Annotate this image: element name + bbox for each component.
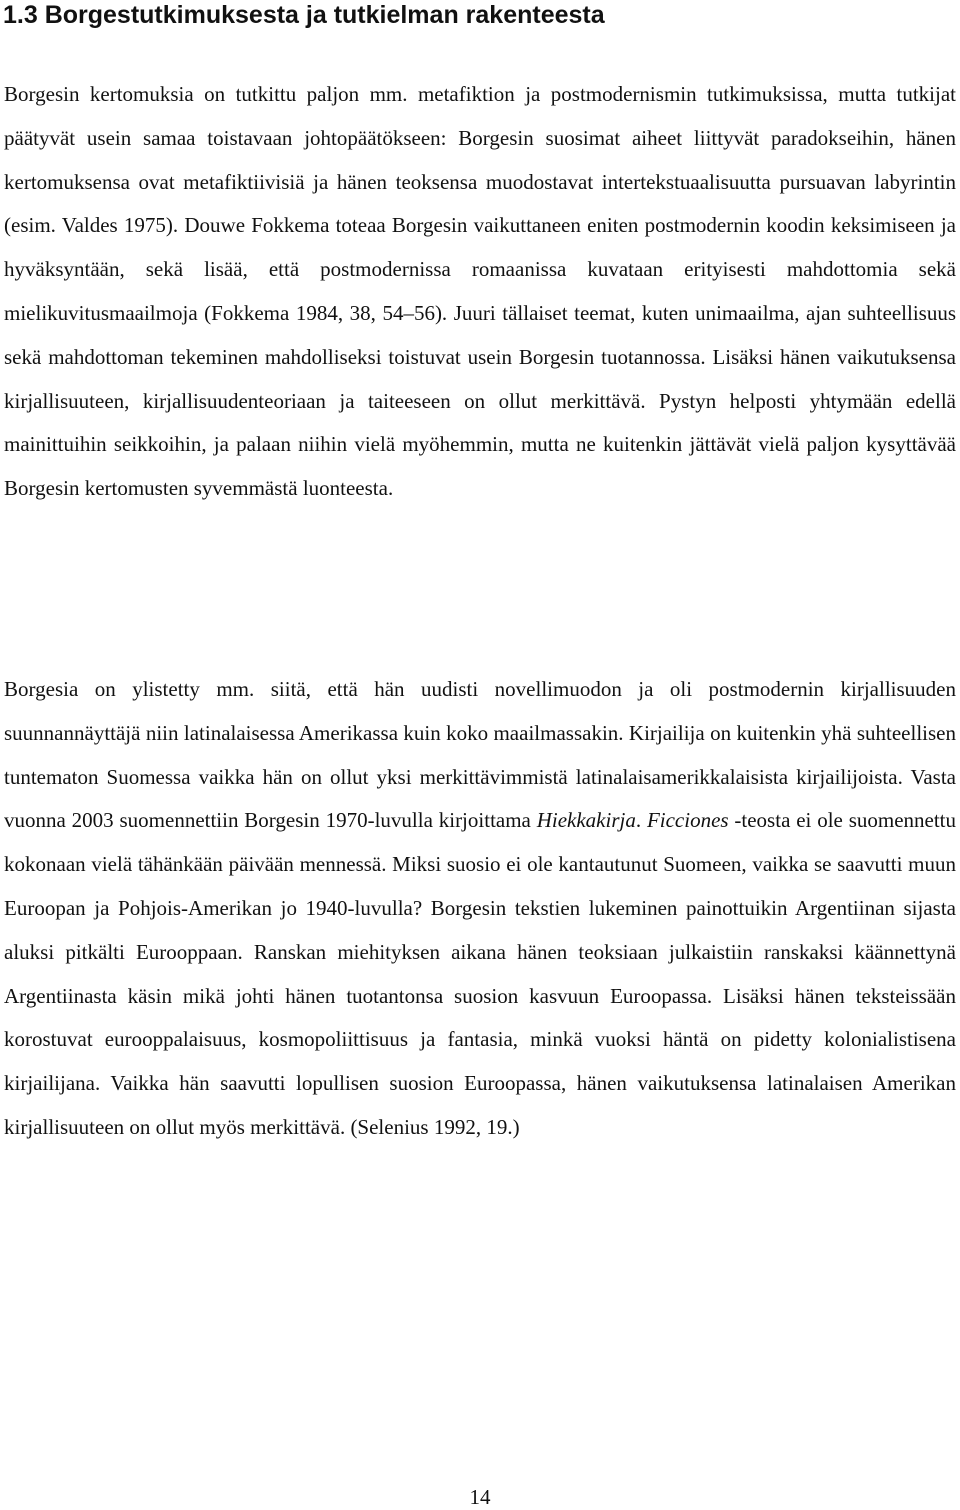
paragraph-2-text-between: . (635, 808, 647, 833)
paragraph-2-text-start: Borgesia on ylistetty mm. siitä, että hän uudisti novellimuodon ja oli postmodernin kirjallisuuden suunnannäyttäjä niin latinalaisessa Amerikassa kuin koko maailmassakin. Kirjailija on kuitenkin yhä suhteellisen tuntematon Suomessa vaikka hän on ollut yksi merkittävimmistä latinalaisamerikkalaisista kirjailijoista. Vasta vuonna 2003 suomennettiin Borgesin 1970-luvulla kirjoittama (4, 677, 956, 833)
book-title-hiekkakirja: Hiekkakirja (536, 808, 636, 833)
paragraph-1: Borgesin kertomuksia on tutkittu paljon mm. metafiktion ja postmodernismin tutkimuksissa, mutta tutkijat päätyvät usein samaa toistavaan johtopäätökseen: Borgesin suosimat aiheet liittyvät paradokseihin, hänen kertomuksensa ovat metafiktiivisiä ja hänen teoksensa muodostavat intertekstuaalisuutta pursuavan labyrintin (esim. Valdes 1975). Douwe Fokkema toteaa Borgesin vaikuttaneen eniten postmodernin koodin keksimiseen ja hyväksyntään, sekä lisää, että postmodernissa romaanissa kuvataan erityisesti mahdottomia sekä mielikuvitusmaailmoja (Fokkema 1984, 38, 54–56). Juuri tällaiset teemat, kuten unimaailma, ajan suhteellisuus sekä mahdottoman tekeminen mahdolliseksi toistuvat usein Borgesin tuotannossa. Lisäksi hänen vaikutuksensa kirjallisuuteen, kirjallisuudenteoriaan ja taiteeseen on ollut merkittävä. Pystyn helposti yhtymään edellä mainittuihin seikkoihin, ja palaan niihin vielä myöhemmin, mutta ne kuitenkin jättävät vielä paljon kysyttävää Borgesin kertomusten syvemmästä luonteesta. (4, 82, 956, 501)
page-number: 14 (469, 1485, 491, 1509)
paragraph-2-text-end: -teosta ei ole suomennettu kokonaan vielä tähänkään päivään mennessä. Miksi suosio ei ole kantautunut Suomeen, vaikka se saavutti muun Euroopan ja Pohjois-Amerikan jo 1940-luvulla? Borgesin tekstien lukeminen painottuikin Argentiinan sijasta aluksi pitkälti Eurooppaan. Ranskan miehityksen aikana hänen teoksiaan julkaistiin ranskaksi käännettynä Argentiinasta käsin mikä johti hänen tuotantonsa suosion kasvuun Euroopassa. Lisäksi hänen teksteissään korostuvat eurooppalaisuus, kosmopoliittisuus ja fantasia, minkä vuoksi häntä on pidetty kolonialistisena kirjailijana. Vaikka hän saavutti lopullisen suosion Euroopassa, hänen vaikutuksensa latinalaisen Amerikan kirjallisuuteen on ollut myös merkittävä. (Selenius 1992, 19.) (4, 808, 957, 1139)
book-title-ficciones: Ficciones (646, 808, 729, 833)
section-heading: 1.3 Borgestutkimuksesta ja tutkielman rakenteesta (3, 1, 605, 29)
paragraph-2 (4, 668, 956, 1150)
